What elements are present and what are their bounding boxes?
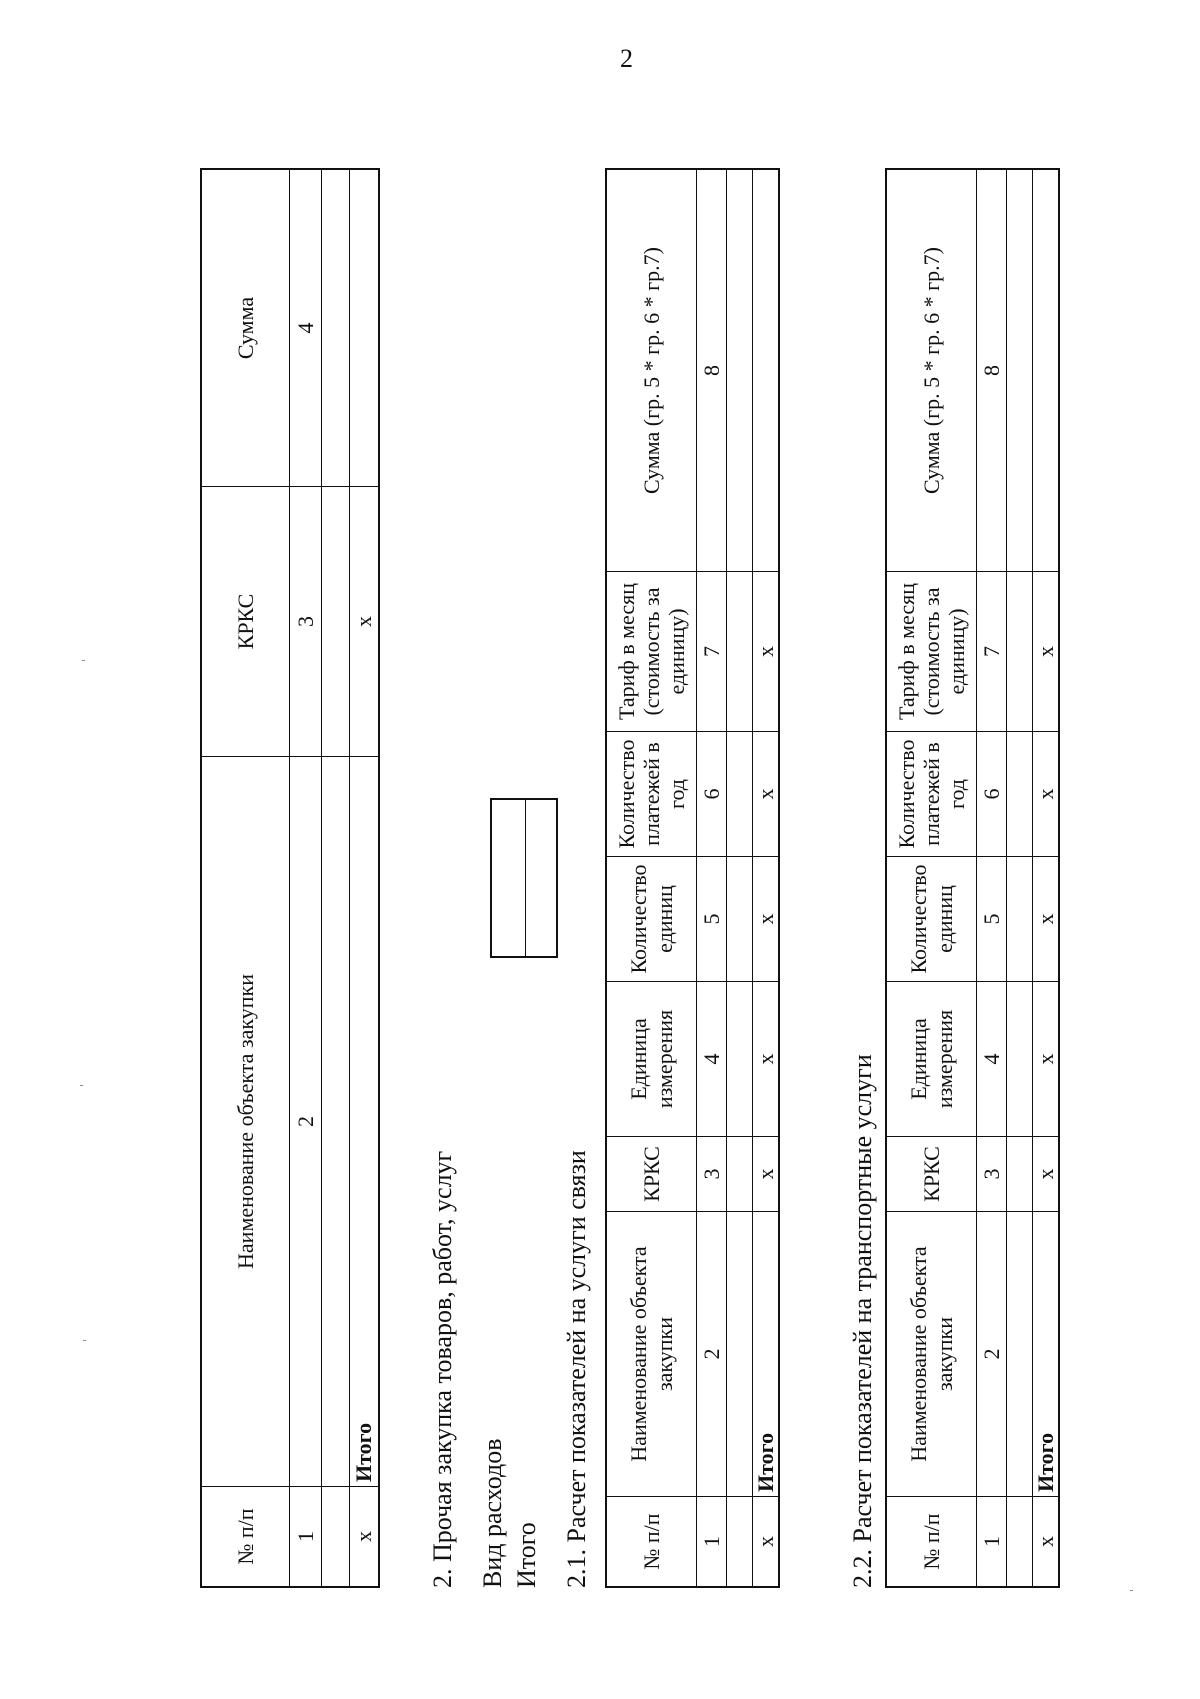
header-tariff: Тариф в месяц (стоимость за единицу) xyxy=(887,571,977,731)
total-sum xyxy=(350,170,378,486)
header-sum: Сумма (гр. 5 * гр. 6 * гр.7) xyxy=(887,170,977,571)
total-krks: х xyxy=(753,1136,778,1211)
empty-row xyxy=(727,1496,753,1586)
empty-row xyxy=(727,1136,753,1211)
header-payments: Количество платежей в год xyxy=(607,731,697,856)
colnum-2: 2 xyxy=(697,1211,727,1496)
colnum-6: 6 xyxy=(977,731,1007,856)
header-tariff: Тариф в месяц (стоимость за единицу) xyxy=(607,571,697,731)
empty-row xyxy=(1007,571,1033,731)
empty-row xyxy=(1007,731,1033,856)
total-tariff: х xyxy=(1033,571,1058,731)
total-qty: х xyxy=(753,856,778,981)
header-payments: Количество платежей в год xyxy=(887,731,977,856)
header-num: № п/п xyxy=(202,1486,290,1586)
colnum-4: 4 xyxy=(977,981,1007,1136)
total-num: х xyxy=(350,1486,378,1586)
total-qty: х xyxy=(1033,856,1058,981)
colnum-1: 1 xyxy=(290,1486,322,1586)
header-qty: Количество единиц xyxy=(887,856,977,981)
row1-num xyxy=(322,1486,350,1586)
total-label: Итого xyxy=(1033,1211,1058,1496)
expense-type-label: Вид расходов xyxy=(478,1438,507,1588)
empty-row xyxy=(1007,981,1033,1136)
total-krks: х xyxy=(1033,1136,1058,1211)
empty-row xyxy=(1007,1211,1033,1496)
colnum-4: 4 xyxy=(697,981,727,1136)
section-2-total-label: Итого xyxy=(512,1522,541,1588)
colnum-4: 4 xyxy=(290,170,322,486)
colnum-1: 1 xyxy=(697,1496,727,1586)
empty-row xyxy=(727,856,753,981)
total-sum xyxy=(1033,170,1058,571)
total-sum xyxy=(753,170,778,571)
colnum-6: 6 xyxy=(697,731,727,856)
colnum-2: 2 xyxy=(977,1211,1007,1496)
empty-row xyxy=(727,731,753,856)
header-unit: Единица измерения xyxy=(607,981,697,1136)
empty-row xyxy=(727,170,753,571)
table-1 xyxy=(200,168,380,1588)
total-num: х xyxy=(753,1496,778,1586)
empty-row xyxy=(727,981,753,1136)
expense-type-box xyxy=(490,798,558,958)
colnum-3: 3 xyxy=(290,486,322,756)
colnum-7: 7 xyxy=(697,571,727,731)
page-number: 2 xyxy=(620,44,633,73)
total-unit: х xyxy=(753,981,778,1136)
total-num: х xyxy=(1033,1496,1058,1586)
header-num: № п/п xyxy=(887,1496,977,1586)
header-unit: Единица измерения xyxy=(887,981,977,1136)
total-unit: х xyxy=(1033,981,1058,1136)
rotated-content xyxy=(0,58,1058,1588)
empty-row xyxy=(1007,170,1033,571)
total-payments: х xyxy=(1033,731,1058,856)
header-krks: КРКС xyxy=(887,1136,977,1211)
section-2-title: 2. Прочая закупка товаров, работ, услуг xyxy=(428,1150,457,1588)
empty-row xyxy=(727,1211,753,1496)
total-krks: х xyxy=(350,486,378,756)
colnum-8: 8 xyxy=(977,170,1007,571)
header-name: Наименование объекта закупки xyxy=(202,756,290,1486)
colnum-5: 5 xyxy=(697,856,727,981)
total-label: Итого xyxy=(753,1211,778,1496)
empty-row xyxy=(727,571,753,731)
total-label: Итого xyxy=(350,756,378,1486)
header-qty: Количество единиц xyxy=(607,856,697,981)
colnum-3: 3 xyxy=(977,1136,1007,1211)
colnum-1: 1 xyxy=(977,1496,1007,1586)
header-name: Наименование объекта закупки xyxy=(607,1211,697,1496)
row1-name xyxy=(322,756,350,1486)
total-tariff: х xyxy=(753,571,778,731)
colnum-8: 8 xyxy=(697,170,727,571)
header-krks: КРКС xyxy=(607,1136,697,1211)
section-2-1-title: 2.1. Расчет показателей на услуги связи xyxy=(562,1150,591,1588)
header-krks: КРКС xyxy=(202,486,290,756)
row1-sum xyxy=(322,170,350,486)
header-num: № п/п xyxy=(607,1496,697,1586)
total-payments: х xyxy=(753,731,778,856)
empty-row xyxy=(1007,1496,1033,1586)
section-2-2-title: 2.2. Расчет показателей на транспортные услуги xyxy=(848,1054,877,1588)
row1-krks xyxy=(322,486,350,756)
empty-row xyxy=(1007,856,1033,981)
colnum-5: 5 xyxy=(977,856,1007,981)
table-2-2 xyxy=(885,168,1060,1588)
empty-row xyxy=(1007,1136,1033,1211)
header-sum: Сумма (гр. 5 * гр. 6 * гр.7) xyxy=(607,170,697,571)
colnum-2: 2 xyxy=(290,756,322,1486)
colnum-7: 7 xyxy=(977,571,1007,731)
header-name: Наименование объекта закупки xyxy=(887,1211,977,1496)
header-sum: Сумма xyxy=(202,170,290,486)
colnum-3: 3 xyxy=(697,1136,727,1211)
table-2-1 xyxy=(605,168,780,1588)
